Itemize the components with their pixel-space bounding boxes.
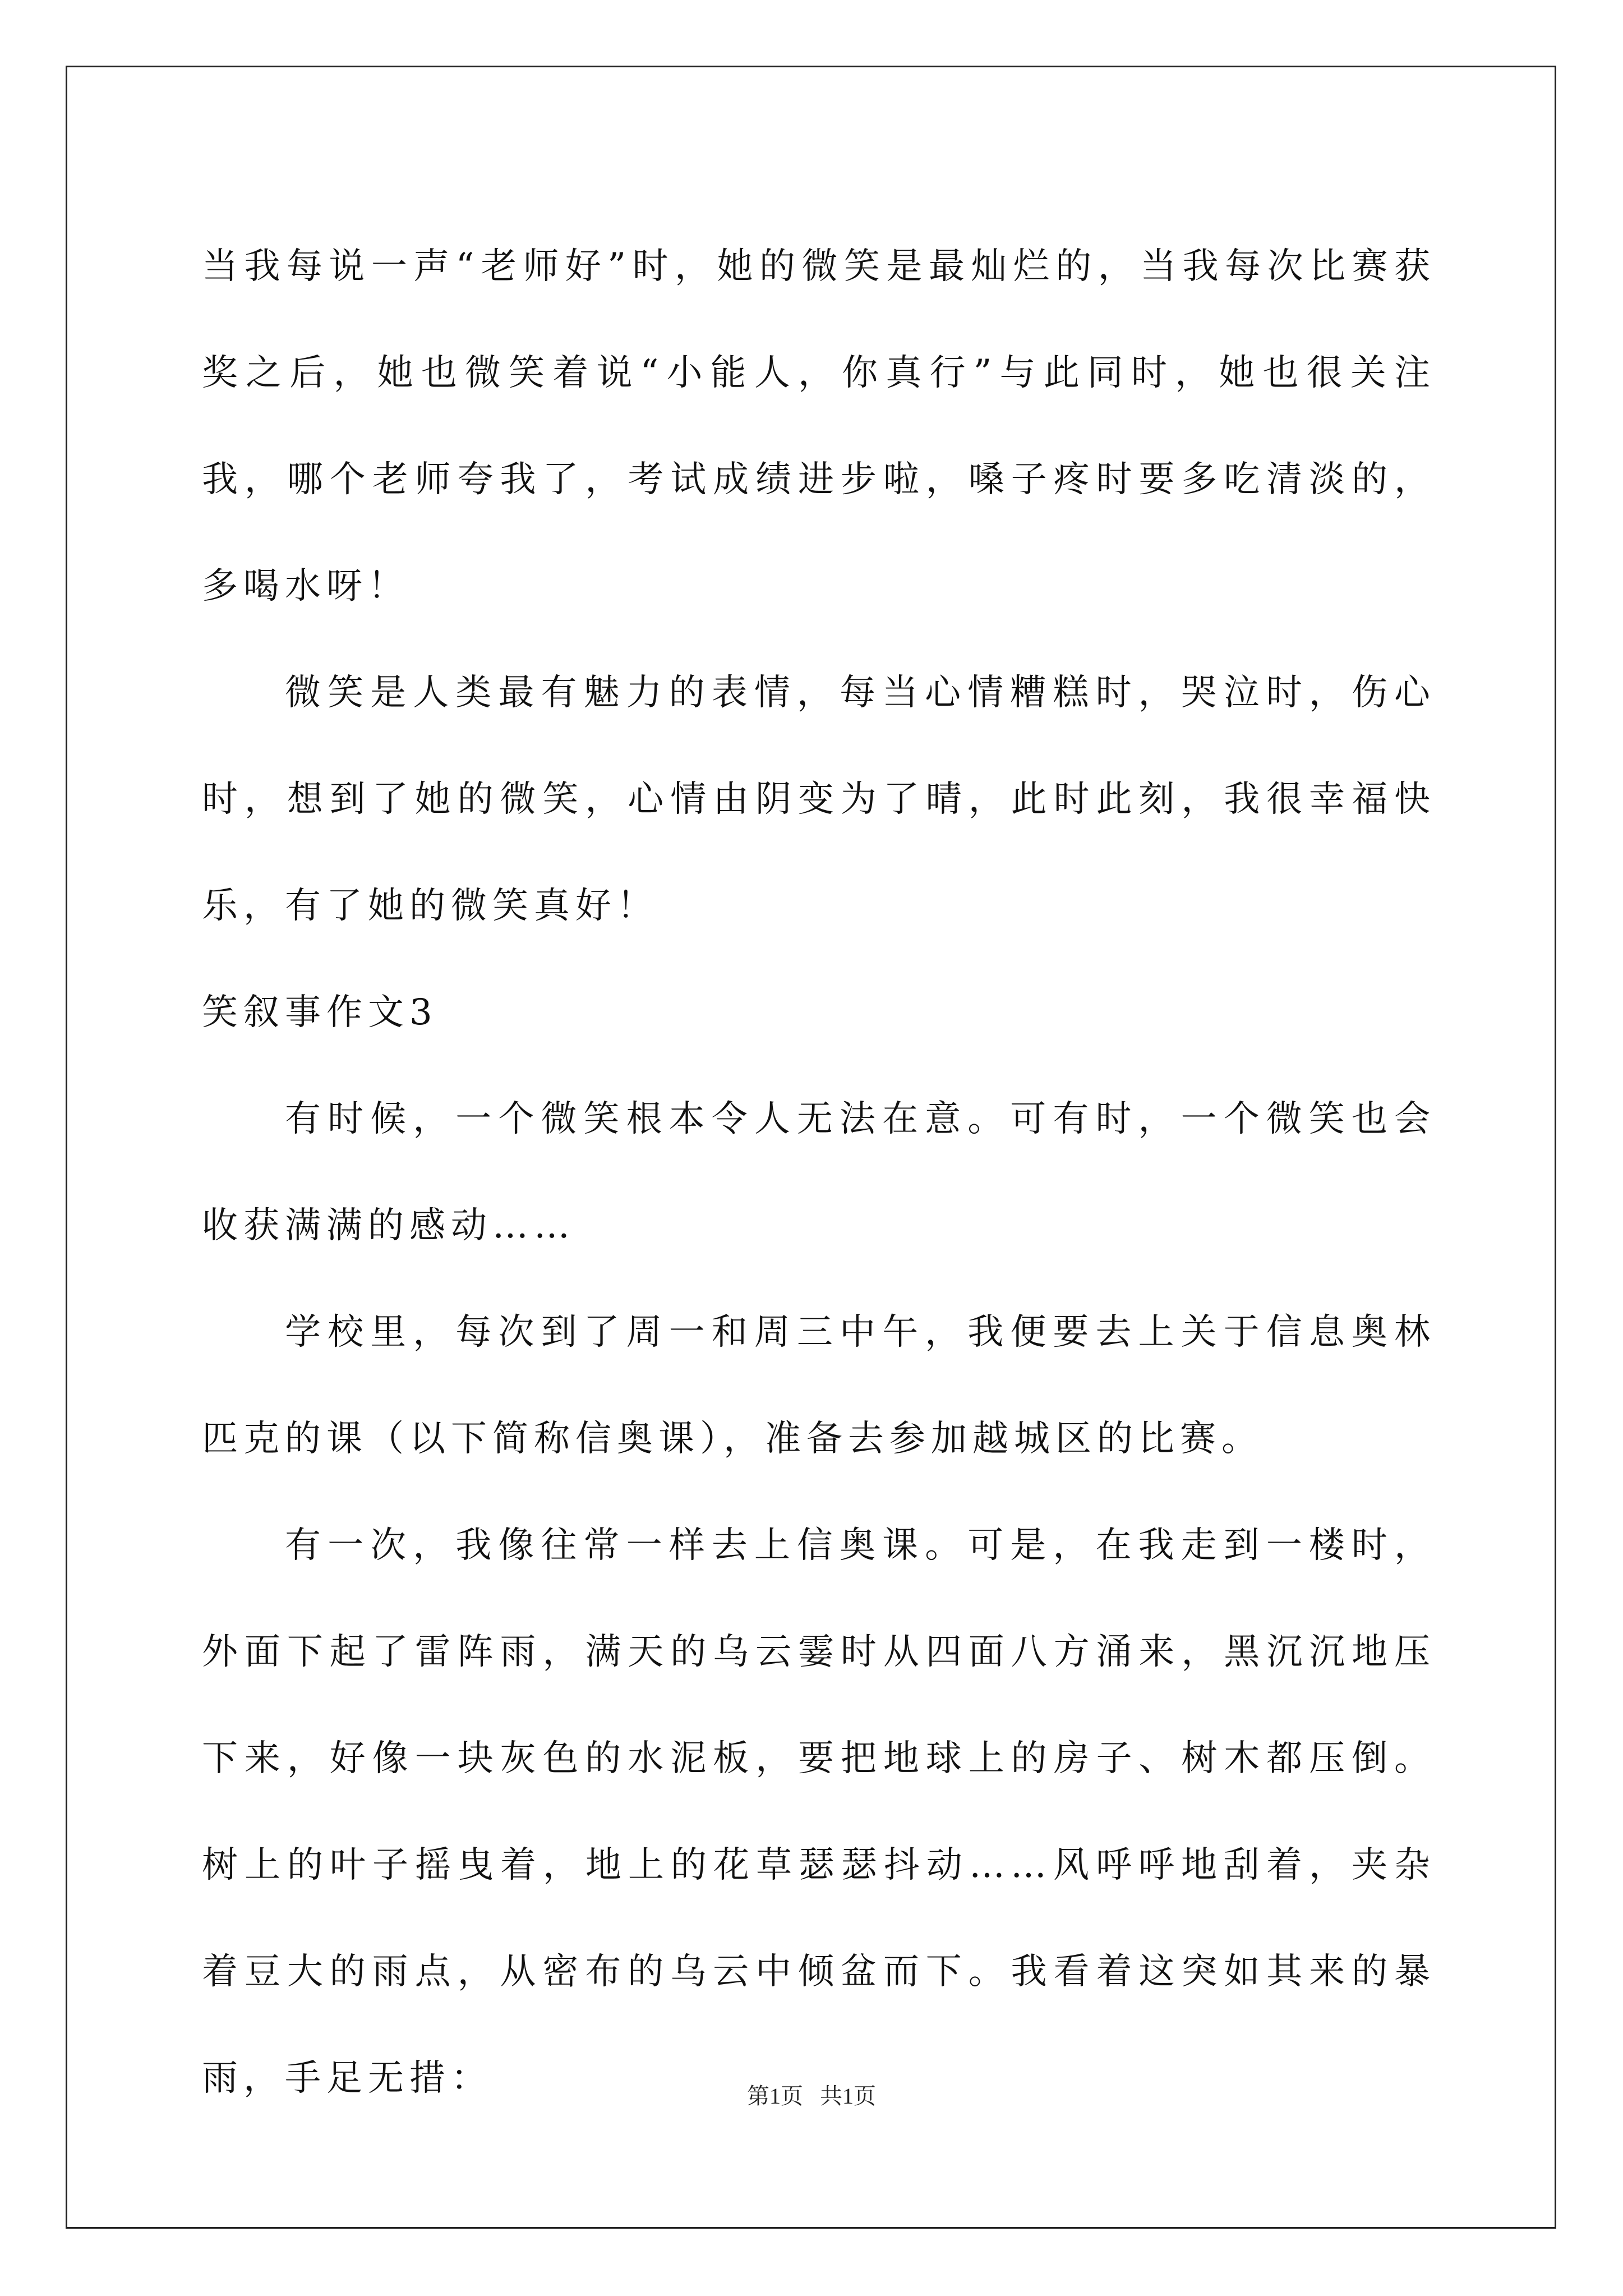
- section-title: 笑叙事作文3: [202, 992, 438, 1033]
- document-body: [202, 213, 1436, 2132]
- paragraph: 当我每说一声“老师好”时，她的微笑是最灿烂的，当我每次比赛获奖之后，她也微笑着说“小能人，你真行”与此同时，她也很关注我，哪个老师夸我了，考试成绩进步啦，嗓子疼时要多吃清淡的，多喝水呀！: [202, 246, 1436, 607]
- paragraph: 学校里，每次到了周一和周三中午，我便要去上关于信息奥林匹克的课（以下简称信奥课），准备去参加越城区的比赛。: [202, 1312, 1436, 1460]
- paragraph: 有时候，一个微笑根本令人无法在意。可有时，一个微笑也会收获满满的感动……: [202, 1098, 1436, 1246]
- paragraph: 微笑是人类最有魅力的表情，每当心情糟糕时，哭泣时，伤心时，想到了她的微笑，心情由阴变为了晴，此时此刻，我很幸福快乐，有了她的微笑真好！: [202, 672, 1436, 927]
- paragraph: 有一次，我像往常一样去上信奥课。可是，在我走到一楼时，外面下起了雷阵雨，满天的乌云霎时从四面八方涌来，黑沉沉地压下来，好像一块灰色的水泥板，要把地球上的房子、树木都压倒。树上的叶子摇曳着，地上的花草瑟瑟抖动……风呼呼地刮着，夹杂着豆大的雨点，从密布的乌云中倾盆而下。我看着这突如其来的暴雨，手足无措：: [202, 1525, 1436, 2099]
- page-footer: 第1页 共1页: [747, 2083, 876, 2109]
